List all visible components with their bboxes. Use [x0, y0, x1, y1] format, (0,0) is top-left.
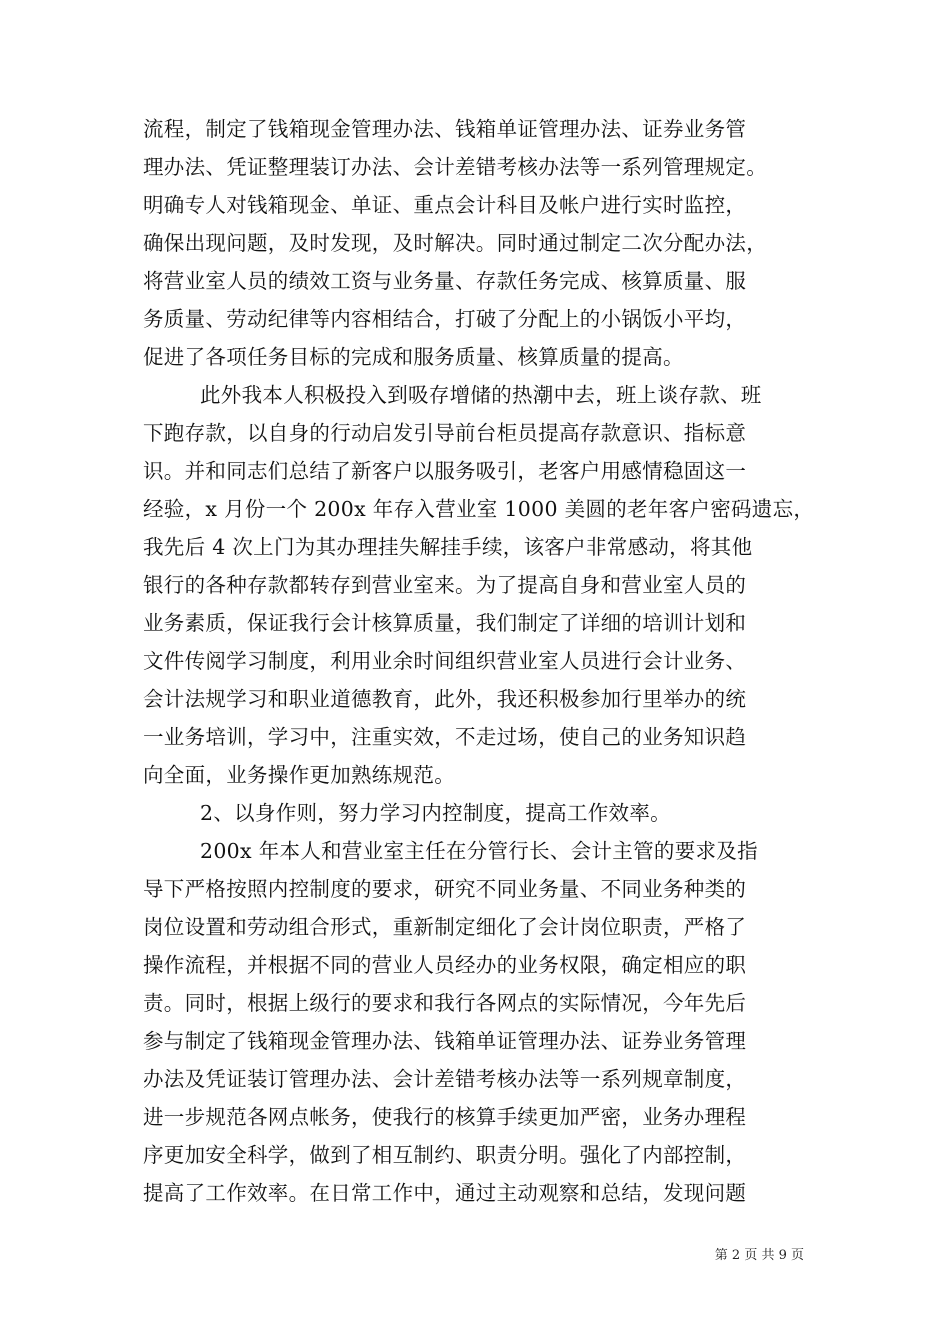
text-line: 责。同时，根据上级行的要求和我行各网点的实际情况，今年先后: [143, 991, 747, 1015]
page-number-footer: 第 2 页 共 9 页: [714, 1248, 804, 1263]
text-line: 明确专人对钱箱现金、单证、重点会计科目及帐户进行实时监控，: [143, 193, 747, 217]
text-line: 下跑存款，以自身的行动启发引导前台柜员提高存款意识、指标意: [143, 421, 747, 445]
text-line: 会计法规学习和职业道德教育，此外，我还积极参加行里举办的统: [143, 687, 747, 711]
text-line: 识。并和同志们总结了新客户以服务吸引，老客户用感情稳固这一: [143, 459, 747, 483]
text-line: 进一步规范各网点帐务，使我行的核算手续更加严密，业务办理程: [143, 1105, 747, 1129]
text-line: 岗位设置和劳动组合形式，重新制定细化了会计岗位职责，严格了: [143, 915, 747, 939]
text-line: 提高了工作效率。在日常工作中，通过主动观察和总结，发现问题: [143, 1181, 747, 1205]
text-line: 务质量、劳动纪律等内容相结合，打破了分配上的小锅饭小平均，: [143, 307, 747, 331]
text-line: 向全面，业务操作更加熟练规范。: [143, 763, 455, 787]
text-line: 促进了各项任务目标的完成和服务质量、核算质量的提高。: [143, 345, 684, 369]
text-line: 将营业室人员的绩效工资与业务量、存款任务完成、核算质量、服: [143, 269, 747, 293]
paragraph-first-line: 200x 年本人和营业室主任在分管行长、会计主管的要求及指: [200, 839, 758, 863]
section-heading: 2、以身作则，努力学习内控制度，提高工作效率。: [200, 801, 671, 825]
text-line: 确保出现问题，及时发现，及时解决。同时通过制定二次分配办法，: [143, 231, 767, 255]
text-line: 序更加安全科学，做到了相互制约、职责分明。强化了内部控制，: [143, 1143, 747, 1167]
text-line: 参与制定了钱箱现金管理办法、钱箱单证管理办法、证券业务管理: [143, 1029, 747, 1053]
text-line: 文件传阅学习制度，利用业余时间组织营业室人员进行会计业务、: [143, 649, 747, 673]
text-line: 办法及凭证装订管理办法、会计差错考核办法等一系列规章制度，: [143, 1067, 747, 1091]
text-line: 流程，制定了钱箱现金管理办法、钱箱单证管理办法、证券业务管: [143, 117, 747, 141]
text-line: 一业务培训，学习中，注重实效，不走过场，使自己的业务知识趋: [143, 725, 747, 749]
text-line: 导下严格按照内控制度的要求，研究不同业务量、不同业务种类的: [143, 877, 747, 901]
text-line: 我先后 4 次上门为其办理挂失解挂手续，该客户非常感动，将其他: [143, 535, 753, 559]
text-line: 业务素质，保证我行会计核算质量，我们制定了详细的培训计划和: [143, 611, 747, 635]
text-line: 经验，x 月份一个 200x 年存入营业室 1000 美圆的老年客户密码遗忘，: [143, 497, 815, 521]
paragraph-first-line: 此外我本人积极投入到吸存增储的热潮中去，班上谈存款、班: [200, 383, 762, 407]
text-line: 操作流程，并根据不同的营业人员经办的业务权限，确定相应的职: [143, 953, 747, 977]
text-line: 理办法、凭证整理装订办法、会计差错考核办法等一系列管理规定。: [143, 155, 767, 179]
text-line: 银行的各种存款都转存到营业室来。为了提高自身和营业室人员的: [143, 573, 747, 597]
